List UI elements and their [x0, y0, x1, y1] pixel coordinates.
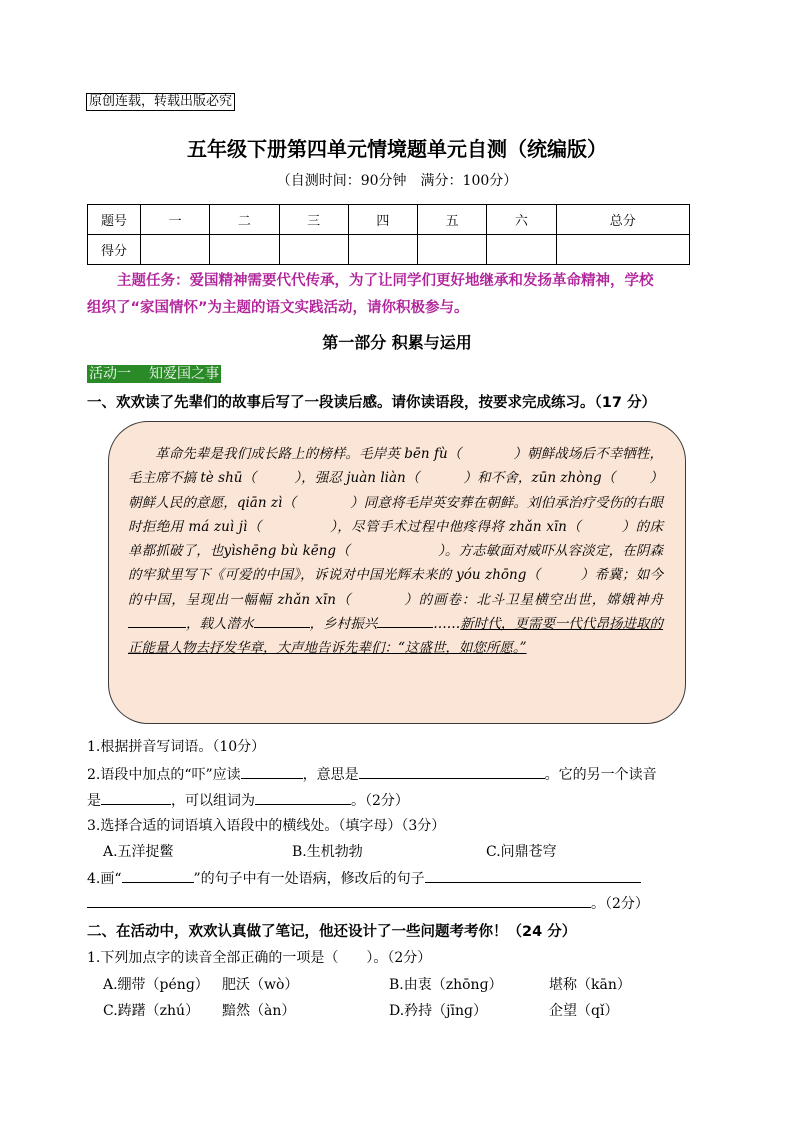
answer-blank[interactable]: [122, 868, 194, 883]
passage-text: 革命先辈是我们成长路上的榜样。毛岸英 bēn fù（: [155, 446, 462, 462]
table-cell: 四: [348, 205, 417, 235]
question-text: 。（2分）: [591, 896, 649, 912]
table-cell: 题号: [88, 205, 141, 235]
question-1-1: 1.根据拼音写词语。（10分）: [87, 739, 266, 755]
question-heading: 二、在活动中，欢欢认真做了笔记，他还设计了一些问题考考你！（24 分）: [87, 924, 577, 940]
option-b-word2: 堪称（kān）: [549, 977, 631, 993]
question-1-3: 3.选择合适的词语填入语段中的横线处。（填字母）（3分）: [87, 818, 446, 834]
option-a-word2: 肥沃（wò）: [222, 977, 299, 993]
answer-blank[interactable]: [359, 764, 545, 779]
fill-blank[interactable]: [128, 613, 186, 628]
fill-blank[interactable]: [254, 613, 310, 628]
copyright-notice: 原创连载，转载出版必究: [86, 93, 235, 111]
passage-text: ）同意将毛岸英安葬在朝鲜。刘伯承治疗受伤的右眼时拒绝用 má zuì jì（: [128, 494, 663, 535]
score-table-score-row: [88, 235, 690, 265]
table-cell: 得分: [88, 235, 141, 265]
score-table-header-row: [88, 205, 690, 235]
underlined-sentence: 新时代，更需要一代代昂扬进取的正能量人物去抒发华章，大声地告诉先辈们：“这盛世，如您所愿。”: [128, 616, 664, 657]
question-2-1: 1.下列加点字的读音全部正确的一项是（ ）。（2分）: [87, 950, 432, 966]
activity-number: 活动一: [89, 366, 131, 382]
score-cell[interactable]: [418, 235, 487, 265]
passage-text: ）。方志敏面对威吓从容淡定，在阴森的牢狱里写下《可爱的中国》，诉说对中国光辉未来的 yóu zhōng（: [128, 543, 663, 584]
question-heading: 一、欢欢读了先辈们的故事后写了一段读后感。请你读语段，按要求完成练习。（17 分）: [87, 395, 656, 411]
option-c-word2: 黯然（àn）: [222, 1003, 296, 1019]
score-cell[interactable]: [556, 235, 690, 265]
question-text: 4.画“: [87, 871, 122, 887]
passage-text: ，载人潜水: [186, 616, 254, 633]
question-text: 。（2分）: [351, 793, 409, 809]
passage-text: ），强忍 juàn liàn（: [294, 470, 420, 487]
score-cell[interactable]: [279, 235, 348, 265]
activity-name: 知爱国之事: [149, 366, 219, 382]
answer-blank[interactable]: [101, 790, 171, 805]
question-1-2: [87, 764, 657, 785]
question-1-2-cont: [87, 790, 409, 811]
passage-text: ）朝鲜人民的意愿，qiān zì（: [128, 470, 663, 511]
fill-blank[interactable]: [377, 613, 433, 628]
table-cell: 五: [418, 205, 487, 235]
table-cell: 二: [210, 205, 279, 235]
passage-text: ），尽管手术过程中他疼得将 zhǎn xīn（: [329, 518, 582, 535]
table-cell: 三: [279, 205, 348, 235]
option-c[interactable]: C.踌躇（zhú）: [103, 1003, 200, 1019]
passage-text: ）和不舍，zūn zhòng（: [463, 470, 616, 487]
option-b[interactable]: B.由衷（zhōnɡ）: [389, 977, 503, 993]
question-text: ”的句子中有一处语病，修改后的句子: [193, 871, 425, 887]
passage-text: ）朝鲜战场后不幸牺牲，毛主席不搞 tè shū（: [128, 446, 664, 487]
part-title: 第一部分 积累与运用: [322, 333, 472, 352]
table-cell: 总分: [556, 205, 690, 235]
score-cell[interactable]: [141, 235, 210, 265]
activity-label: [87, 365, 221, 383]
question-text: 2.语段中加点的“吓”应读: [87, 767, 241, 783]
answer-blank[interactable]: [87, 893, 591, 908]
table-cell: 一: [141, 205, 210, 235]
theme-task: [87, 268, 712, 322]
option-b[interactable]: B.生机勃勃: [292, 844, 363, 860]
reading-passage: [128, 442, 663, 661]
option-c[interactable]: C.问鼎苍穹: [486, 844, 557, 860]
question-text: 是: [87, 793, 101, 809]
passage-text: ）的床单都抓破了，也yìshēng bù kēng（: [128, 518, 663, 560]
answer-blank[interactable]: [425, 868, 641, 883]
option-a[interactable]: A.五洋捉鳖: [103, 844, 174, 860]
passage-text: ，乡村振兴: [309, 616, 378, 633]
question-1-4-cont: [87, 893, 649, 914]
option-a[interactable]: A.绷带（pénɡ）: [103, 977, 209, 993]
score-cell[interactable]: [348, 235, 417, 265]
theme-line: 主题任务：爱国精神需要代代传承，为了让同学们更好地继承和发扬革命精神，学校: [117, 273, 654, 289]
option-d-word2: 企望（qǐ）: [549, 1003, 619, 1019]
question-text: ，意思是: [302, 767, 359, 783]
page-title: 五年级下册第四单元情境题单元自测（统编版）: [187, 137, 607, 161]
exam-info: （自测时间：90分钟 满分：100分）: [276, 173, 518, 189]
score-cell[interactable]: [487, 235, 556, 265]
passage-text: ）的画卷：北斗卫星横空出世，嫦娥神舟: [403, 591, 664, 608]
question-1-4: [87, 868, 641, 889]
question-text: ，可以组词为: [171, 793, 255, 809]
question-text: 。它的另一个读音: [544, 767, 657, 783]
answer-blank[interactable]: [241, 764, 303, 779]
score-table: [87, 204, 690, 265]
table-cell: 六: [487, 205, 556, 235]
score-cell[interactable]: [210, 235, 279, 265]
answer-blank[interactable]: [255, 790, 351, 805]
option-d[interactable]: D.矜持（jīnɡ）: [389, 1003, 487, 1019]
theme-line: 组织了“家国情怀”为主题的语文实践活动，请你积极参与。: [87, 300, 469, 316]
passage-text: ……: [433, 616, 461, 633]
passage-text: ）希冀；如今的中国，呈现出一幅幅 zhǎn xīn（: [128, 567, 663, 608]
